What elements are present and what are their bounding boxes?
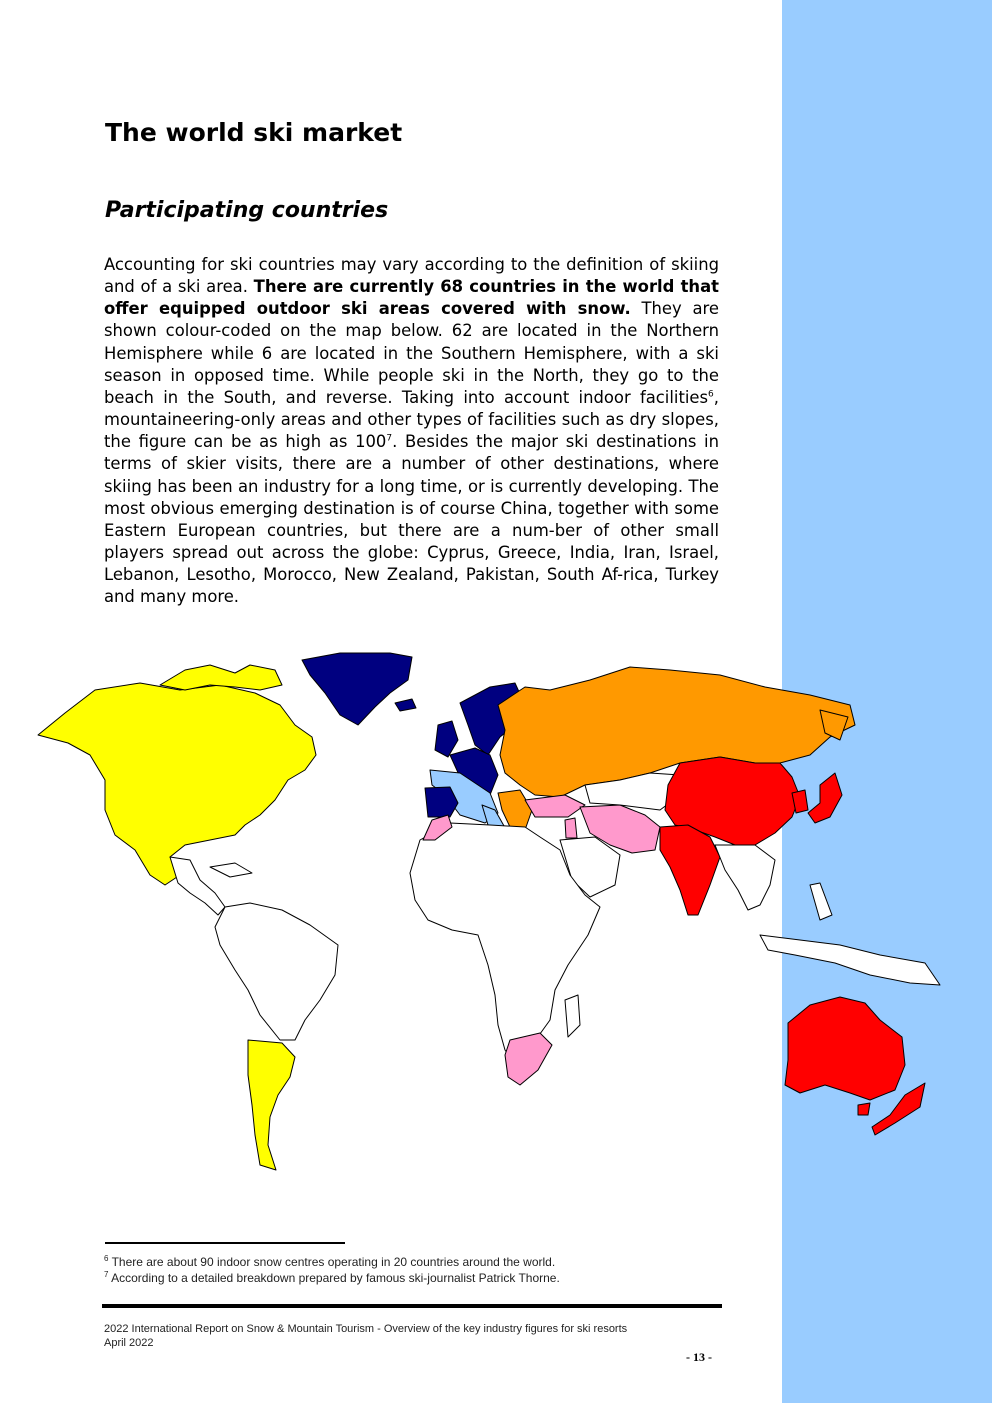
arctic-islands (160, 665, 282, 690)
north-america (38, 683, 316, 885)
footer-rule (102, 1304, 722, 1308)
tasmania (858, 1103, 870, 1115)
footnote-7-text: According to a detailed breakdown prepared by famous ski-journalist Patrick Thorne. (108, 1271, 560, 1285)
japan (808, 773, 842, 823)
turkey (525, 795, 585, 817)
para-text-1: Accounting for ski countries may vary according to the definition of skiing and of a ski area. (104, 255, 719, 297)
footnote-7 (104, 1270, 560, 1285)
southeast-asia (715, 845, 775, 910)
para-text-2: They are shown colour-coded on the map below. 62 are located in the Northern Hemisphere while 6 are located in the Southern Hemisphere, with a ski season in opposed time. While people ski in the North, they go to the beach in the South, and reverse. Taking into account indoor facilities (104, 299, 719, 407)
body-paragraph (104, 254, 719, 609)
para-bold-statement: There are currently 68 countries in the world that offer equipped outdoor ski areas covered with snow. (104, 277, 719, 319)
footnote-6-mark: 6 (104, 1254, 109, 1263)
page-title: The world ski market (105, 118, 403, 147)
lebanon-israel (565, 818, 577, 838)
greenland (302, 653, 412, 725)
australia (785, 997, 905, 1100)
section-title: Participating countries (105, 198, 389, 223)
page-number: - 13 - (686, 1350, 712, 1364)
footnote-6 (104, 1254, 555, 1269)
south-america-north (215, 903, 338, 1040)
footnote-rule (105, 1242, 345, 1244)
footnote-7-mark: 7 (104, 1270, 109, 1279)
para-text-4: . Besides the major ski destinations in terms of skier visits, there are a number of other destinations, where skiing has been an industry for a long time, or is currently developing. The most obvious emerging destination is of course China, together with some Eastern European countries, but there are a num-ber of other small players spread out across the globe: Cyprus, Greece, India, Iran, Israel, Lebanon, Lesotho, Morocco, New Zealand, Pakistan, South Af-rica, Turkey and many more. (104, 432, 719, 607)
indonesia (760, 935, 940, 985)
uk-ireland (435, 721, 458, 757)
footnote-ref-6[interactable]: 6 (708, 389, 714, 400)
footnote-ref-7[interactable]: 7 (386, 433, 393, 444)
world-ski-map (20, 645, 950, 1175)
footer-date: April 2022 (104, 1337, 154, 1349)
iceland (395, 699, 416, 711)
para-text-3: , mountaineering-only areas and other types of facilities such as dry slopes, the figure can be as high as 100 (104, 387, 719, 452)
footer-report-title: 2022 International Report on Snow & Mountain Tourism - Overview of the key industry figures for ski resorts (104, 1323, 628, 1335)
caribbean (210, 863, 252, 877)
philippines (810, 883, 832, 920)
chile-argentina (248, 1040, 295, 1170)
footnote-6-text: There are about 90 indoor snow centres operating in 20 countries around the world. (108, 1255, 556, 1269)
south-africa (505, 1033, 552, 1085)
madagascar (565, 995, 580, 1037)
india (660, 825, 720, 915)
